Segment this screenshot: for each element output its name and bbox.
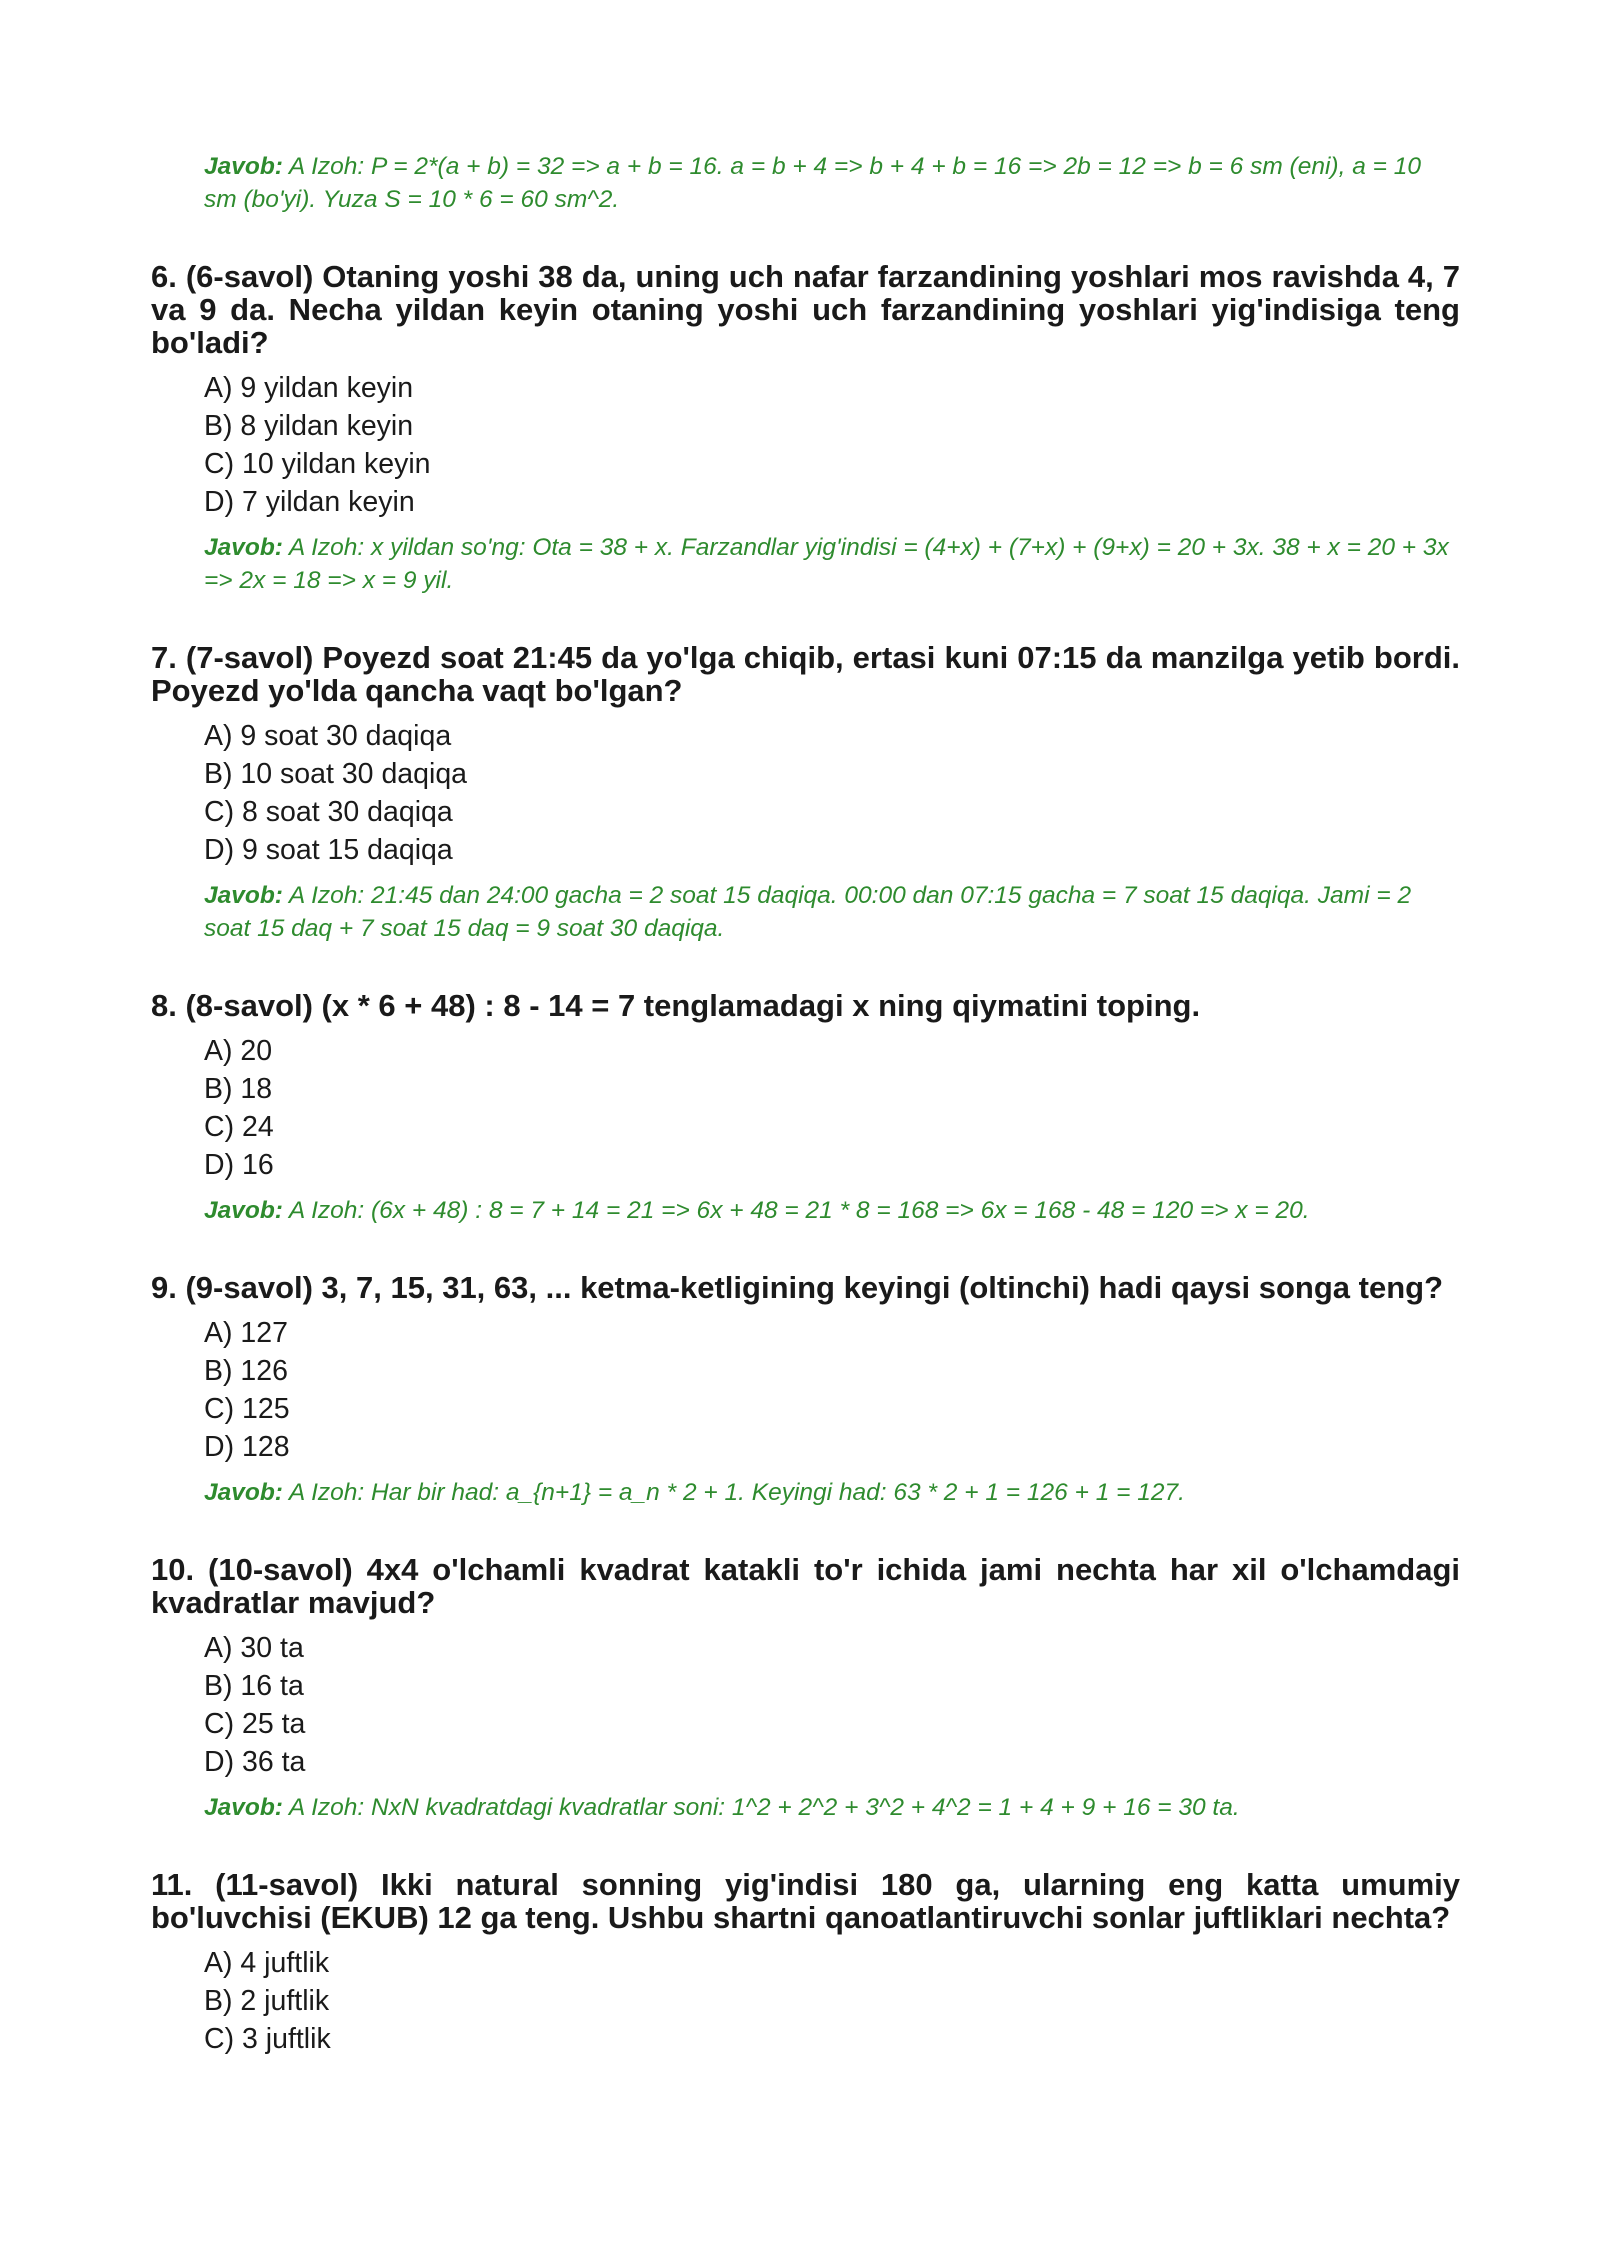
question-title: 11. (11-savol) Ikki natural sonning yig'indisi 180 ga, ularning eng katta umumiy bo'luvchisi (EKUB) 12 ga teng. Ushbu shartni qanoatlantiruvchi sonlar juftliklari nechta? — [151, 1867, 1460, 1935]
answer-explanation — [204, 879, 1460, 945]
answer-label: Javob: — [204, 882, 283, 909]
question-title: 6. (6-savol) Otaning yoshi 38 da, uning uch nafar farzandining yoshlari mos ravishda 4, 7 va 9 da. Necha yildan keyin otaning yoshi uch farzandining yoshlari yig'indisiga teng bo'ladi? — [151, 259, 1460, 360]
option-c: C) 3 juftlik — [204, 2023, 331, 2055]
option-a: A) 30 ta — [204, 1632, 304, 1664]
answer-explanation — [204, 1791, 1460, 1824]
answer-text: A Izoh: Har bir had: a_{n+1} = a_n * 2 + 1. Keyingi had: 63 * 2 + 1 = 126 + 1 = 127. — [282, 1479, 1185, 1506]
option-c: C) 125 — [204, 1393, 290, 1425]
answer-label: Javob: — [204, 1794, 283, 1821]
answer-label: Javob: — [204, 1197, 283, 1224]
question-title: 10. (10-savol) 4x4 o'lchamli kvadrat katakli to'r ichida jami nechta har xil o'lchamdagi kvadratlar mavjud? — [151, 1552, 1460, 1620]
option-a: A) 127 — [204, 1317, 288, 1349]
answer-text: A Izoh: P = 2*(a + b) = 32 => a + b = 16. a = b + 4 => b + 4 + b = 16 => 2b = 12 => b = 6 sm (eni), a = 10 sm (bo'yi). Yuza S = 10 * 6 = 60 sm^2. — [204, 153, 1421, 213]
question-block — [151, 989, 1460, 1227]
question-block — [151, 1868, 1460, 2058]
options-list — [204, 1032, 1460, 1184]
option-a: A) 20 — [204, 1035, 273, 1067]
answer-label: Javob: — [204, 534, 283, 561]
options-list — [204, 1629, 1460, 1781]
options-list — [204, 1944, 1460, 2058]
answer-label: Javob: — [204, 153, 283, 180]
option-b: B) 2 juftlik — [204, 1985, 330, 2017]
answer-explanation — [204, 1476, 1460, 1509]
option-d: D) 9 soat 15 daqiqa — [204, 834, 453, 866]
answer-text: A Izoh: NxN kvadratdagi kvadratlar soni: 1^2 + 2^2 + 3^2 + 4^2 = 1 + 4 + 9 + 16 = 30 ta. — [282, 1794, 1240, 1821]
option-b: B) 126 — [204, 1355, 288, 1387]
answer-text: A Izoh: x yildan so'ng: Ota = 38 + x. Farzandlar yig'indisi = (4+x) + (7+x) + (9+x) = 20 + 3x. 38 + x = 20 + 3x => 2x = 18 => x = 9 yil. — [204, 534, 1449, 594]
options-list — [204, 369, 1460, 521]
document-page — [151, 150, 1460, 2058]
question-block — [151, 641, 1460, 945]
option-d: D) 36 ta — [204, 1746, 306, 1778]
answer-explanation — [204, 150, 1460, 216]
option-b: B) 16 ta — [204, 1670, 304, 1702]
question-block — [151, 260, 1460, 597]
options-list — [204, 717, 1460, 869]
question-title: 7. (7-savol) Poyezd soat 21:45 da yo'lga chiqib, ertasi kuni 07:15 da manzilga yetib bordi. Poyezd yo'lda qancha vaqt bo'lgan? — [151, 640, 1460, 708]
option-a: A) 4 juftlik — [204, 1947, 330, 1979]
answer-explanation — [204, 1194, 1460, 1227]
option-a: A) 9 yildan keyin — [204, 372, 414, 404]
options-list — [204, 1314, 1460, 1466]
option-c: C) 8 soat 30 daqiqa — [204, 796, 453, 828]
option-d: D) 128 — [204, 1431, 290, 1463]
option-c: C) 25 ta — [204, 1708, 306, 1740]
option-b: B) 18 — [204, 1073, 273, 1105]
question-block — [151, 1271, 1460, 1509]
option-a: A) 9 soat 30 daqiqa — [204, 720, 452, 752]
option-d: D) 16 — [204, 1149, 274, 1181]
option-d: D) 7 yildan keyin — [204, 486, 415, 518]
answer-text: A Izoh: 21:45 dan 24:00 gacha = 2 soat 15 daqiqa. 00:00 dan 07:15 gacha = 7 soat 15 daqiqa. Jami = 2 soat 15 daq + 7 soat 15 daq = 9 soat 30 daqiqa. — [204, 882, 1412, 942]
option-c: C) 10 yildan keyin — [204, 448, 431, 480]
question-block — [151, 1553, 1460, 1824]
option-c: C) 24 — [204, 1111, 274, 1143]
option-b: B) 8 yildan keyin — [204, 410, 414, 442]
question-title: 8. (8-savol) (x * 6 + 48) : 8 - 14 = 7 tenglamadagi x ning qiymatini toping. — [151, 988, 1201, 1023]
question-title: 9. (9-savol) 3, 7, 15, 31, 63, ... ketma-ketligining keyingi (oltinchi) hadi qaysi songa teng? — [151, 1270, 1444, 1305]
answer-explanation — [204, 531, 1460, 597]
answer-text: A Izoh: (6x + 48) : 8 = 7 + 14 = 21 => 6x + 48 = 21 * 8 = 168 => 6x = 168 - 48 = 120 => x = 20. — [282, 1197, 1310, 1224]
answer-label: Javob: — [204, 1479, 283, 1506]
option-b: B) 10 soat 30 daqiqa — [204, 758, 468, 790]
